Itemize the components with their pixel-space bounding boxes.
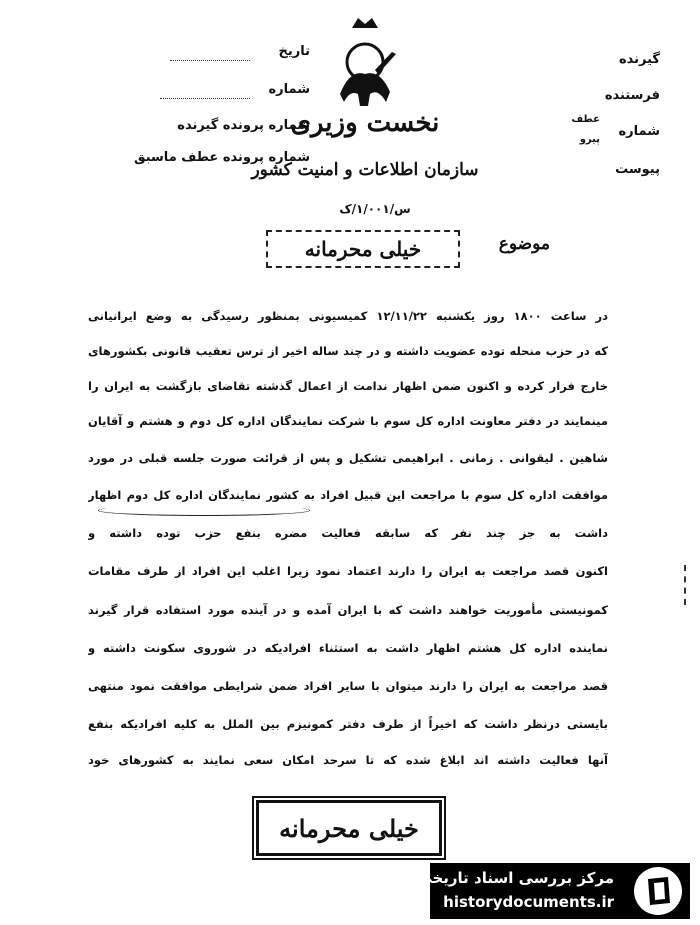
attachment-label: پیوست (615, 162, 660, 177)
subject-value: خیلی محرمانه (266, 230, 460, 268)
subject-label: موضوع (498, 234, 550, 254)
sender-label: فرستنده (604, 88, 660, 103)
body-line-1: در ساعت ۱۸۰۰ روز یکشنبه ۱۲/۱۱/۲۲ کمیسیونی بمنظور رسیدگی به وضع ایرانیانی (88, 309, 608, 323)
lion-and-sun-emblem (330, 14, 400, 109)
reference-right-label: عطف (571, 114, 600, 125)
body-line-11: قصد مراجعت به ایران را دارند میتوان با سایر افراد ضمن شرایطی موافقت نمود منتهی (88, 679, 608, 693)
confidential-stamp: خیلی محرمانه (256, 800, 442, 856)
date-line (170, 60, 250, 61)
body-line-2: که در حزب منحله توده عضویت داشته و در چند ساله اخیر از ترس تعقیب قانونی بکشورهای (88, 344, 608, 358)
body-line-7: داشت به جز چند نفر که سابقه فعالیت مضره بنفع حزب توده داشته و (88, 526, 608, 540)
body-line-4: مینمایند در دفتر معاونت اداره کل سوم با شرکت نمایندگان اداره کل دوم و هشتم و آقایان (88, 414, 608, 428)
ministry-title: نخست وزیری (290, 108, 440, 138)
handwritten-underline (98, 505, 310, 516)
recipient-file-label: شماره پرونده گیرنده (177, 118, 310, 133)
body-line-6: موافقت اداره کل سوم با مراجعت این قبیل افراد به کشور نمایندگان اداره کل دوم اظهار (88, 488, 608, 502)
archive-watermark (417, 863, 690, 919)
follow-up-label: پیرو (579, 134, 600, 145)
archive-logo-icon (634, 867, 682, 915)
body-line-3: خارج فرار کرده و اکنون ضمن اظهار ندامت از اعمال گذشته تقاضای بازگشت به ایران را (88, 379, 608, 393)
number-right-label: شماره (618, 124, 660, 139)
body-line-8: اکنون قصد مراجعت به ایران را دارند اعتماد نمود زیرا اغلب این افراد از طرف مقامات (88, 564, 608, 578)
body-line-5: شاهین . لیقوانی . زمانی . ابراهیمی تشکیل و پس از قرائت صورت جلسه قبلی در مورد (88, 451, 608, 465)
margin-mark (684, 565, 690, 605)
body-line-13: آنها فعالیت داشته اند ابلاغ شده که تا سرحد امکان سعی نمایند به کشورهای خود (88, 753, 608, 767)
watermark-title: مرکز بررسی اسناد تاریخی (417, 869, 614, 887)
organization-title: سازمان اطلاعات و امنیت کشور (251, 160, 479, 180)
reference-number: س/۱/۰۰۱/ک (339, 202, 411, 216)
watermark-url: historydocuments.ir (443, 893, 614, 911)
number-line (160, 98, 250, 99)
body-line-10: نماینده اداره کل هشتم اظهار داشت به استثناء افرادیکه در شوروی سکونت داشته و (88, 641, 608, 655)
reference-file-label: شماره پرونده عطف ماسبق (134, 150, 310, 165)
recipient-label: گیرنده (618, 52, 660, 67)
date-label: تاریخ (278, 44, 310, 59)
number-label: شماره (268, 82, 310, 97)
body-line-12: بایستی درنظر داشت که اخیراً از طرف دفتر کمونیزم بین الملل به کلیه افرادیکه بنفع (88, 717, 608, 731)
body-line-9: کمونیستی مأموریت خواهند داشت که با ایران آمده و در آینده مورد استفاده قرار گیرند (88, 603, 608, 617)
